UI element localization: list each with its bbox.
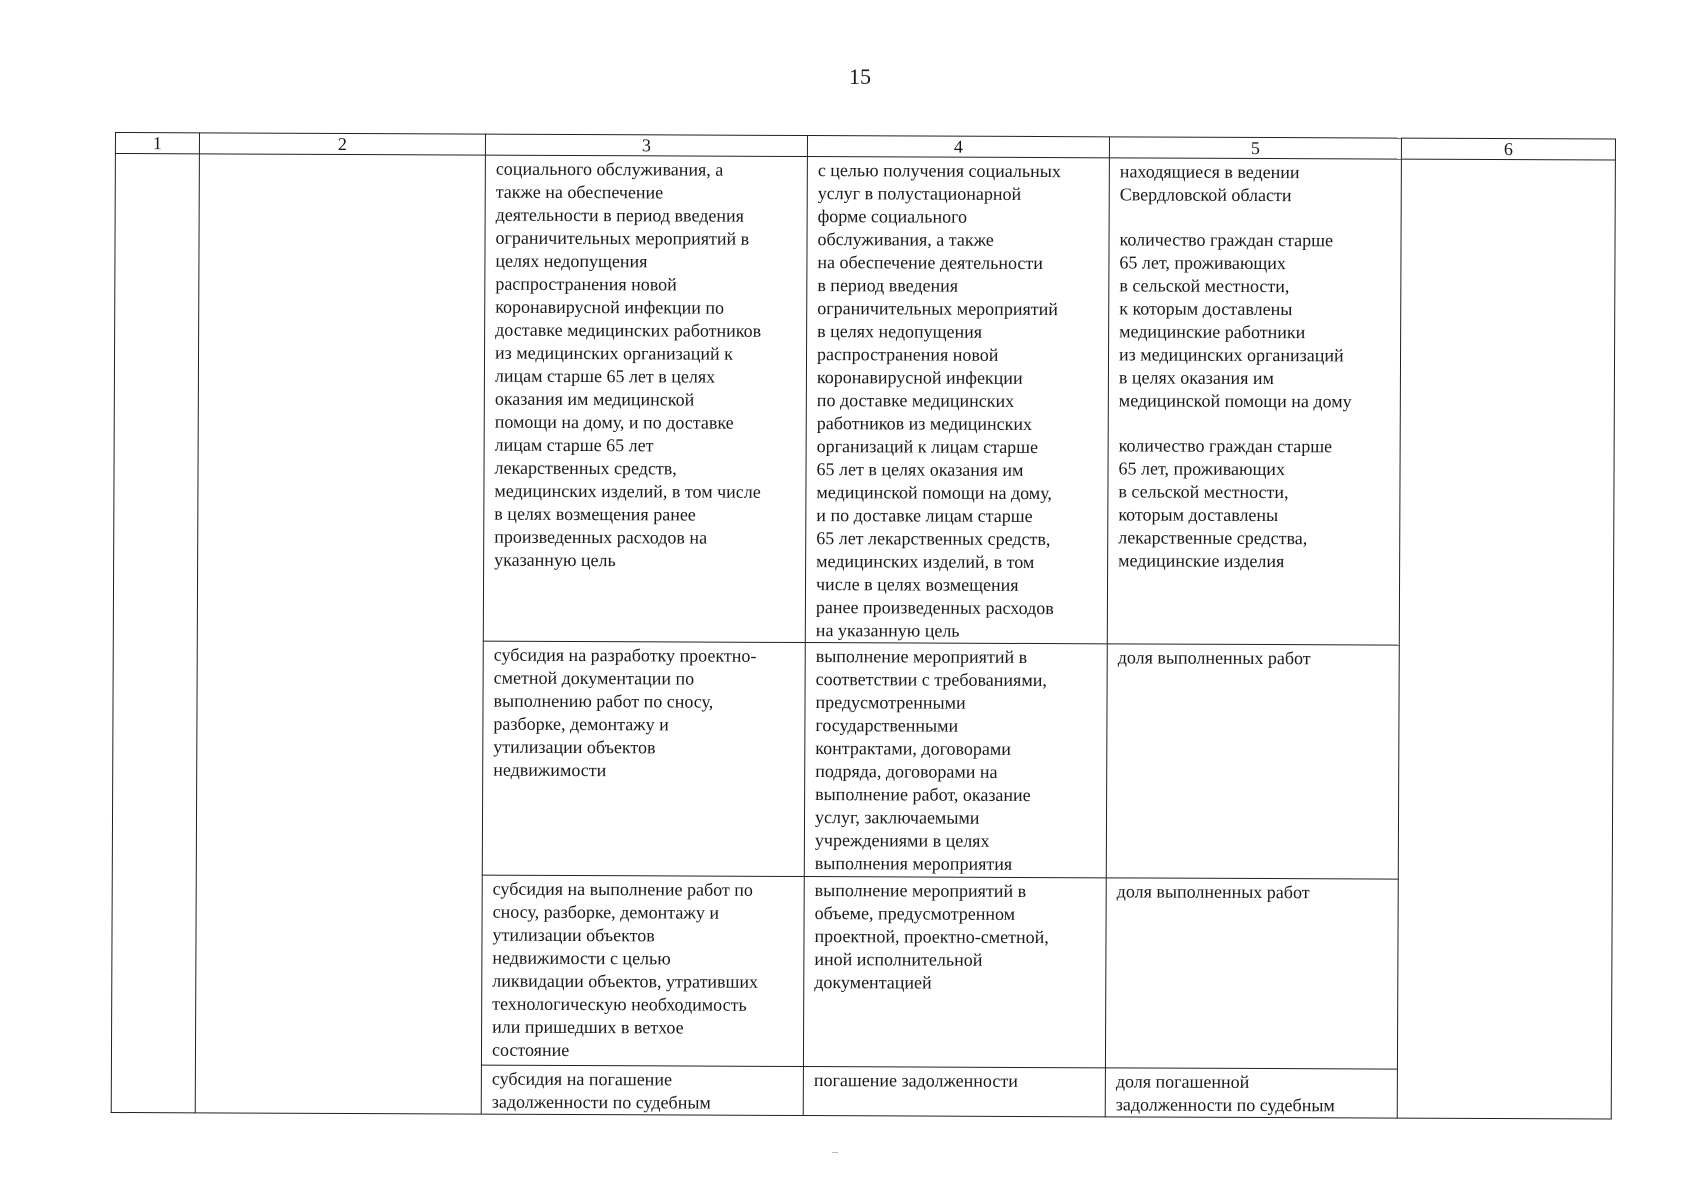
col-2-cell: [195, 154, 485, 1114]
indicator-text: находящиеся в ведении Свердловской области: [1119, 161, 1300, 206]
indicator-text: количество граждан старше 65 лет, проживающих в сельской местности, к которым доставлены медицинские работники из медицинских организаций в целях оказания им медицинской помощи на дому: [1118, 229, 1352, 412]
col-3-cell: [482, 641, 805, 876]
purpose-text: погашение задолженности: [813, 1070, 1018, 1091]
subsidy-description: субсидия на разработку проектно- сметной документации по выполнению работ по сносу, разборке, демонтажу и утилизации объектов недвижимости: [493, 644, 757, 781]
col-1-cell: [111, 154, 199, 1113]
col-3-cell: [481, 1065, 803, 1115]
purpose-text: выполнение мероприятий в объеме, предусмотренном проектной, проектно-сметной, иной исполнительной документацией: [814, 880, 1049, 993]
header-col-6: 6: [1401, 138, 1615, 160]
purpose-text: выполнение мероприятий в соответствии с требованиями, предусмотренными государственными контрактами, договорами подряда, договорами на выполнение работ, оказание услуг, заключаемыми учреждениями в целях выполнения мероприятия: [814, 646, 1047, 874]
col-5-cell: [1106, 644, 1399, 879]
indicator-text: количество граждан старше 65 лет, проживающих в сельской местности, которым доставлены лекарственные средства, медицинские изделия: [1118, 435, 1333, 572]
header-col-4: 4: [807, 136, 1109, 158]
indicator-text: доля выполненных работ: [1117, 647, 1311, 669]
header-col-2: 2: [199, 133, 485, 155]
col-6-cell: [1397, 159, 1615, 1119]
document-table: [111, 132, 1616, 1120]
col-4-cell: [803, 877, 1106, 1068]
table-row: [113, 154, 1615, 647]
indicator-text: доля погашенной задолженности по судебным: [1115, 1071, 1335, 1116]
col-5-cell: [1105, 1068, 1397, 1118]
scan-speck: [832, 1152, 838, 1153]
col-5-cell: [1107, 158, 1401, 645]
indicator-text: доля выполненных работ: [1116, 881, 1310, 903]
col-4-cell: [805, 157, 1109, 644]
col-3-cell: [481, 875, 804, 1066]
subsidy-description: социального обслуживания, а также на обеспечение деятельности в период введения ограничительных мероприятий в целях недопущения распространения новой коронавирусной инфекции по доставке медицинских работников из медицинских организаций к лицам старше 65 лет в целях оказания им медицинской помощи на дому, и по доставке лицам старше 65 лет лекарственных средств, медицинских изделий, в том числе в целях возмещения ранее произведенных расходов на указанную цель: [494, 158, 762, 571]
header-col-1: 1: [115, 133, 199, 154]
header-col-3: 3: [485, 134, 807, 156]
col-4-cell: [804, 643, 1107, 878]
subsidy-description: субсидия на выполнение работ по сносу, разборке, демонтажу и утилизации объектов недвижимости с целью ликвидации объектов, утративших технологическую необходимость или пришедших в ветхое состояние: [491, 878, 759, 1060]
col-5-cell: [1105, 878, 1398, 1069]
purpose-text: с целью получения социальных услуг в полустационарной форме социального обслуживания, а также на обеспечение деятельности в период введения ограничительных мероприятий в целях недопущения распространения новой коронавирусной инфекции по доставке медицинских работников из медицинских организаций к лицам старше 65 лет в целях оказания им медицинской помощи на дому, и по доставке лицам старше 65 лет лекарственных средств, медицинских изделий, в том числе в целях возмещения ранее произведенных расходов на указанную цель: [815, 160, 1061, 641]
col-3-cell: [483, 155, 807, 642]
page-number: 15: [849, 64, 871, 89]
col-4-cell: [803, 1067, 1105, 1117]
subsidy-description: субсидия на погашение задолженности по судебным: [491, 1068, 711, 1113]
header-col-5: 5: [1109, 137, 1401, 159]
